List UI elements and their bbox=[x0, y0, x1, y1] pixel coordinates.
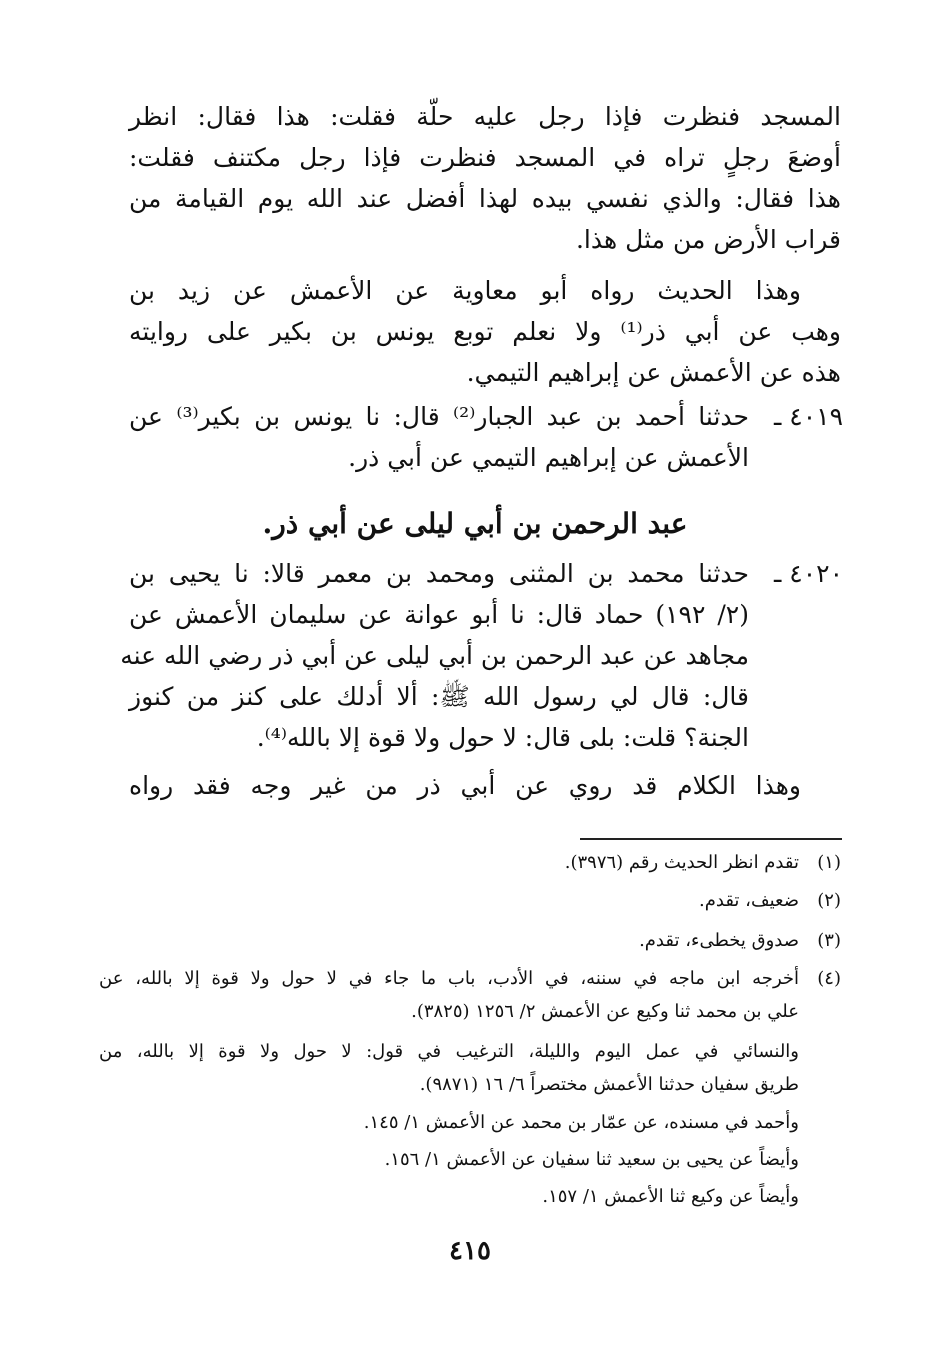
paragraph-3-line-1: وهذا الكلام قد روي عن أبي ذر من غير وجه فقد رواه bbox=[129, 771, 801, 800]
paragraph-1-line-2: أوضعَ رجلٍ تراه في المسجد فنظرت فإذا رجل مكتنف فقلت: bbox=[129, 143, 841, 172]
paragraph-2-line-3: هذه عن الأعمش عن إبراهيم التيمي. bbox=[466, 358, 841, 387]
hadith-4020-line-3: مجاهد عن عبد الرحمن بن أبي ليلى عن أبي ذر رضي الله عنه bbox=[120, 641, 749, 670]
footnote-2-text: ضعيف، تقدم. bbox=[699, 890, 799, 911]
hadith-4019-line-2: الأعمش عن إبراهيم التيمي عن أبي ذر. bbox=[348, 443, 749, 472]
paragraph-1-line-1: المسجد فنظرت فإذا رجل عليه حلّة فقلت: هذا فقال: انظر bbox=[129, 102, 841, 131]
paragraph-1-line-3: هذا فقال: والذي نفسي بيده لهذا أفضل عند الله يوم القيامة من bbox=[129, 184, 841, 213]
paragraph-2-line-1: وهذا الحديث رواه أبو معاوية عن الأعمش عن زيد بن bbox=[129, 276, 801, 305]
hadith-4020-line-5: الجنة؟ قلت: بلى قال: لا حول ولا قوة إلا بالله⁽⁴⁾. bbox=[256, 723, 749, 752]
hadith-4020-line-4: قال: قال لي رسول الله ﷺ: ألا أدلك على كنز من كنوز bbox=[129, 682, 749, 711]
footnote-separator bbox=[580, 838, 842, 840]
hadith-4019-line-1: حدثنا أحمد بن عبد الجبار⁽²⁾ قال: نا يونس بن بكير⁽³⁾ عن bbox=[129, 402, 749, 431]
paragraph-3 bbox=[129, 765, 841, 806]
footnote-4-line-5: وأحمد في مسنده، عن عمّار بن محمد عن الأعمش ١/ ١٤٥. bbox=[363, 1112, 799, 1133]
footnote-3-marker: (٣) bbox=[817, 930, 841, 951]
footnote-4-line-2: علي بن محمد ثنا وكيع عن الأعمش ٢/ ١٢٥٦ (٣٨٢٥). bbox=[411, 1001, 799, 1022]
hadith-4020-text bbox=[120, 553, 749, 758]
footnote-4-line-6: وأيضاً عن يحيى بن سعيد ثنا سفيان عن الأعمش ١/ ١٥٦. bbox=[384, 1149, 799, 1170]
hadith-4019-text bbox=[129, 396, 749, 478]
footnote-4-line-3: والنسائي في عمل اليوم والليلة، الترغيب في قول: لا حول ولا قوة إلا بالله، من bbox=[99, 1041, 799, 1062]
hadith-4019-number: ٤٠١٩ ـ bbox=[774, 402, 843, 431]
hadith-4020-line-2: (٢/ ١٩٢) حماد قال: نا أبو عوانة عن سليمان الأعمش عن bbox=[129, 600, 749, 629]
section-heading: عبد الرحمن بن أبي ليلى عن أبي ذر. bbox=[262, 507, 688, 540]
footnote-1-text: تقدم انظر الحديث رقم (٣٩٧٦). bbox=[564, 852, 799, 873]
hadith-4020-line-1: حدثنا محمد بن المثنى ومحمد بن معمر قالا: نا يحيى بن bbox=[129, 559, 749, 588]
footnote-4-line-7: وأيضاً عن وكيع ثنا الأعمش ١/ ١٥٧. bbox=[542, 1186, 799, 1207]
paragraph-2 bbox=[129, 270, 841, 393]
paragraph-1-line-4: قراب الأرض من مثل هذا. bbox=[575, 225, 841, 254]
paragraph-2-line-2: وهب عن أبي ذر⁽¹⁾ ولا نعلم توبع يونس بن بكير على روايته bbox=[129, 317, 842, 346]
footnote-4-line-1: أخرجه ابن ماجه في سننه، في الأدب، باب ما جاء في لا حول ولا قوة إلا بالله، عن bbox=[99, 968, 799, 989]
footnote-2-marker: (٢) bbox=[817, 890, 841, 911]
footnote-4-marker: (٤) bbox=[817, 968, 841, 989]
paragraph-1 bbox=[129, 96, 841, 260]
page-number: ٤١٥ bbox=[449, 1236, 491, 1266]
hadith-4020-number: ٤٠٢٠ ـ bbox=[774, 559, 843, 588]
footnote-1-marker: (١) bbox=[817, 852, 841, 873]
footnote-3-text: صدوق يخطىء، تقدم. bbox=[639, 930, 799, 951]
footnote-4-line-4: طريق سفيان حدثنا الأعمش مختصراً ٦/ ١٦ (٩٨٧١). bbox=[419, 1074, 799, 1095]
